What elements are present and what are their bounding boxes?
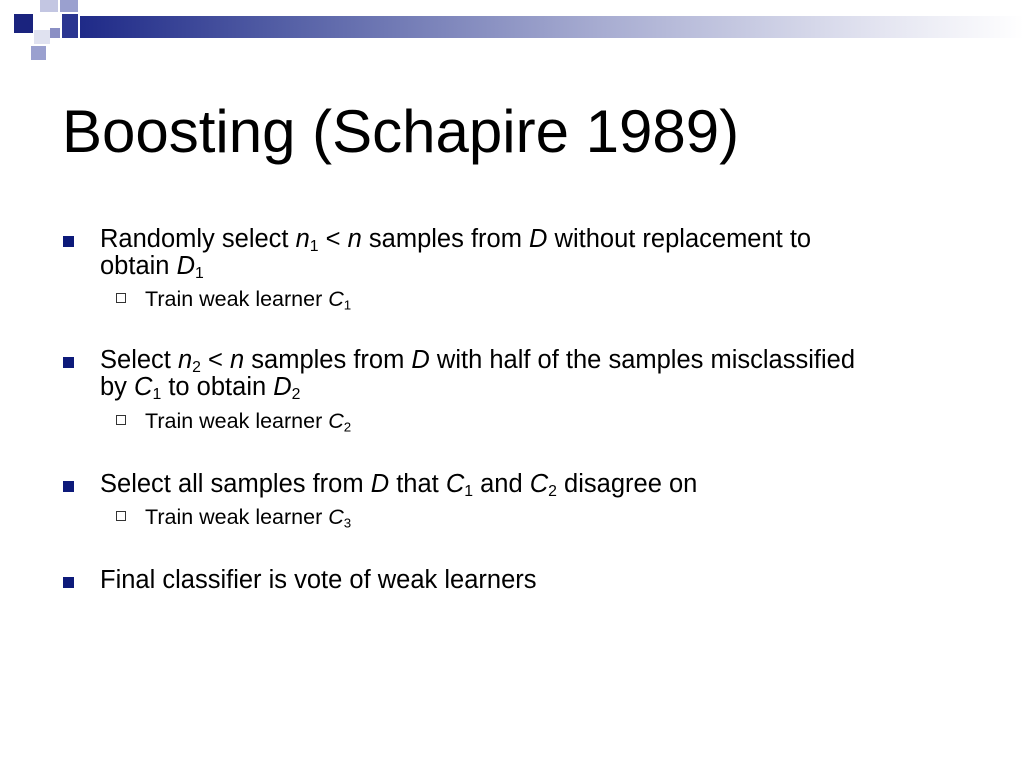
text-run: with half of the samples misclassified — [429, 346, 856, 374]
math-variable: D — [176, 252, 195, 280]
math-variable: C — [328, 287, 344, 311]
bullet-square-icon — [63, 481, 74, 492]
text-run: Randomly select — [100, 225, 296, 253]
text-run: Train weak learner — [145, 505, 329, 529]
sub-bullet-2 — [145, 409, 945, 433]
math-variable: D — [370, 470, 390, 498]
math-variable: n — [230, 346, 245, 374]
header-banner — [0, 0, 1024, 62]
bullet-square-icon — [63, 236, 74, 247]
text-run: < — [318, 225, 348, 253]
math-variable: C — [529, 470, 549, 498]
math-variable: C — [445, 470, 465, 498]
math-variable: n — [295, 225, 310, 253]
math-variable: D — [411, 346, 430, 374]
bullet-text — [100, 567, 960, 594]
subscript-text: 1 — [464, 482, 474, 500]
subscript-text: 1 — [309, 237, 319, 255]
bullet-text — [100, 226, 960, 253]
text-run: < — [200, 346, 231, 374]
decorative-square — [31, 46, 46, 60]
text-run: Select — [100, 346, 178, 374]
text-run: disagree on — [556, 470, 698, 498]
subscript-text: 3 — [343, 515, 352, 531]
math-variable: D — [273, 373, 292, 401]
text-run: samples from — [244, 346, 412, 374]
slide-title: Boosting (Schapire 1989) — [62, 98, 740, 165]
bullet-1 — [100, 226, 960, 280]
bullet-text — [100, 253, 960, 280]
text-run: to obtain — [161, 373, 274, 401]
text-run: obtain — [100, 252, 177, 280]
sub-bullet-1 — [145, 287, 945, 311]
text-run: that — [389, 470, 446, 498]
gradient-bar — [80, 16, 1024, 38]
subscript-text: 2 — [291, 385, 301, 403]
hollow-square-icon — [116, 293, 126, 303]
text-run: Train weak learner — [145, 409, 329, 433]
hollow-square-icon — [116, 511, 126, 521]
decorative-square — [60, 0, 78, 12]
math-variable: C — [328, 409, 344, 433]
text-run: Select all samples from — [100, 470, 371, 498]
bullet-square-icon — [63, 357, 74, 368]
decorative-square — [62, 14, 78, 38]
text-run: by — [100, 373, 135, 401]
decorative-square — [14, 14, 33, 33]
subscript-text: 1 — [152, 385, 162, 403]
bullet-text — [100, 347, 960, 374]
text-run: and — [473, 470, 530, 498]
sub-bullet-text — [145, 505, 945, 529]
decorative-square — [40, 0, 58, 12]
text-run: samples from — [361, 225, 530, 253]
bullet-3 — [100, 471, 960, 498]
bullet-text — [100, 471, 960, 498]
bullet-4 — [100, 567, 960, 594]
subscript-text: 2 — [343, 419, 352, 435]
decorative-square — [50, 28, 60, 38]
decorative-square — [34, 30, 50, 44]
bullet-2 — [100, 347, 960, 401]
math-variable: C — [134, 373, 153, 401]
math-variable: D — [529, 225, 548, 253]
bullet-square-icon — [63, 577, 74, 588]
math-variable: n — [177, 346, 193, 374]
subscript-text: 2 — [548, 482, 557, 500]
subscript-text: 2 — [192, 358, 201, 376]
math-variable: n — [347, 225, 362, 253]
sub-bullet-3 — [145, 505, 945, 529]
text-run: without replacement to — [547, 225, 812, 253]
text-run: Train weak learner — [145, 287, 329, 311]
bullet-text — [100, 374, 960, 401]
sub-bullet-text — [145, 409, 945, 433]
math-variable: C — [328, 505, 344, 529]
text-run: Final classifier is vote of weak learners — [100, 566, 537, 594]
subscript-text: 1 — [194, 264, 204, 282]
sub-bullet-text — [145, 287, 945, 311]
subscript-text: 1 — [343, 297, 352, 313]
hollow-square-icon — [116, 415, 126, 425]
